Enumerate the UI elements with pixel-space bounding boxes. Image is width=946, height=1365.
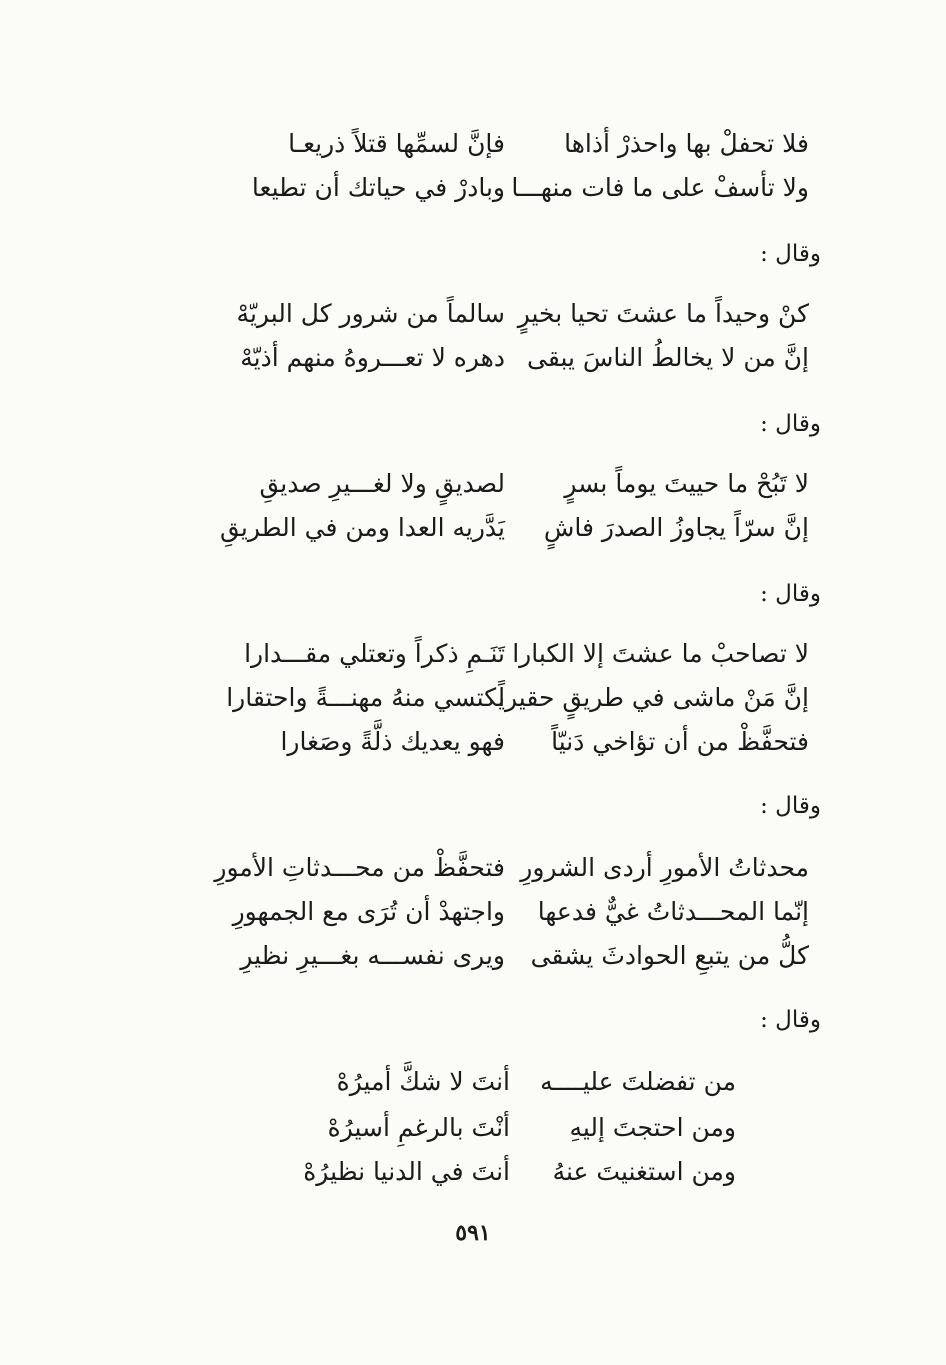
verse-first-hemistich: كنْ وحيداً ما عشتَ تحيا بخيرٍ — [517, 299, 809, 328]
verse-first-hemistich: إنَّ مَنْ ماشى في طريقٍ حقيراً — [498, 683, 809, 712]
verse-first-hemistich: ومن استغنيتَ عنهُ — [552, 1157, 736, 1186]
verse-first-hemistich: لا تَبُحْ ما حييتَ يوماً بسرٍ — [564, 469, 809, 498]
verse-second-hemistich: تَنَـمِ ذكراً وتعتلي مقـــدارا — [244, 639, 505, 668]
section-heading-said: وقال : — [760, 241, 821, 267]
section-heading-said: وقال : — [760, 411, 821, 437]
verse-first-hemistich: إنّما المحـــدثاتُ غيٌّ فدعها — [537, 897, 809, 926]
verse-first-hemistich: لا تصاحبْ ما عشتَ إلا الكبارا — [512, 639, 809, 668]
verse-second-hemistich: ويرى نفســـه بغـــيرِ نظيرِ — [240, 941, 505, 970]
verse-first-hemistich: فلا تحفلْ بها واحذرْ أذاها — [564, 129, 809, 158]
verse-first-hemistich: إنَّ سرّاً يجاوزُ الصدرَ فاشٍ — [543, 513, 809, 542]
section-heading-said: وقال : — [760, 1007, 821, 1033]
verse-second-hemistich: أنْتَ بالرغمِ أسيرُهْ — [327, 1113, 510, 1142]
verse-first-hemistich: فتحفَّظْ من أن تؤاخي دَنيّاً — [551, 727, 809, 756]
verse-first-hemistich: ولا تأسفْ على ما فات منهـــا — [511, 173, 809, 202]
verse-second-hemistich: لصديقٍ ولا لغـــيرِ صديقِ — [259, 469, 505, 498]
verse-first-hemistich: من تفضلتَ عليــــه — [540, 1067, 736, 1096]
verse-second-hemistich: فتحفَّظْ من محـــدثاتِ الأمورِ — [214, 853, 505, 882]
verse-first-hemistich: محدثاتُ الأمورِ أردى الشرورِ — [520, 853, 809, 882]
verse-second-hemistich: يكتسي منهُ مهنـــةً واحتقارا — [226, 683, 505, 712]
verse-second-hemistich: أنتَ في الدنيا نظيرُهْ — [303, 1157, 510, 1186]
verse-second-hemistich: وبادرْ في حياتك أن تطيعا — [251, 173, 505, 202]
verse-first-hemistich: إنَّ من لا يخالطُ الناسَ يبقى — [526, 343, 809, 372]
page-number: ٥٩١ — [455, 1220, 491, 1246]
verse-second-hemistich: دهره لا تعـــروهُ منهم أذيّهْ — [240, 343, 505, 372]
section-heading-said: وقال : — [760, 793, 821, 819]
verse-first-hemistich: كلُّ من يتبعِ الحوادثَ يشقى — [530, 941, 809, 970]
verse-second-hemistich: فإنَّ لسمِّها قتلاً ذريعـا — [288, 129, 505, 158]
verse-second-hemistich: واجتهدْ أن تُرَى مع الجمهورِ — [232, 897, 505, 926]
verse-second-hemistich: أنتَ لا شكَّ أميرُهْ — [336, 1067, 510, 1096]
verse-second-hemistich: فهو يعديك ذلَّةً وصَغارا — [280, 727, 505, 756]
verse-second-hemistich: يَدَّريه العدا ومن في الطريقِ — [220, 513, 505, 542]
verse-second-hemistich: سالماً من شرور كل البريّهْ — [236, 299, 505, 328]
section-heading-said: وقال : — [760, 581, 821, 607]
verse-first-hemistich: ومن احتجتَ إليهِ — [569, 1113, 736, 1142]
